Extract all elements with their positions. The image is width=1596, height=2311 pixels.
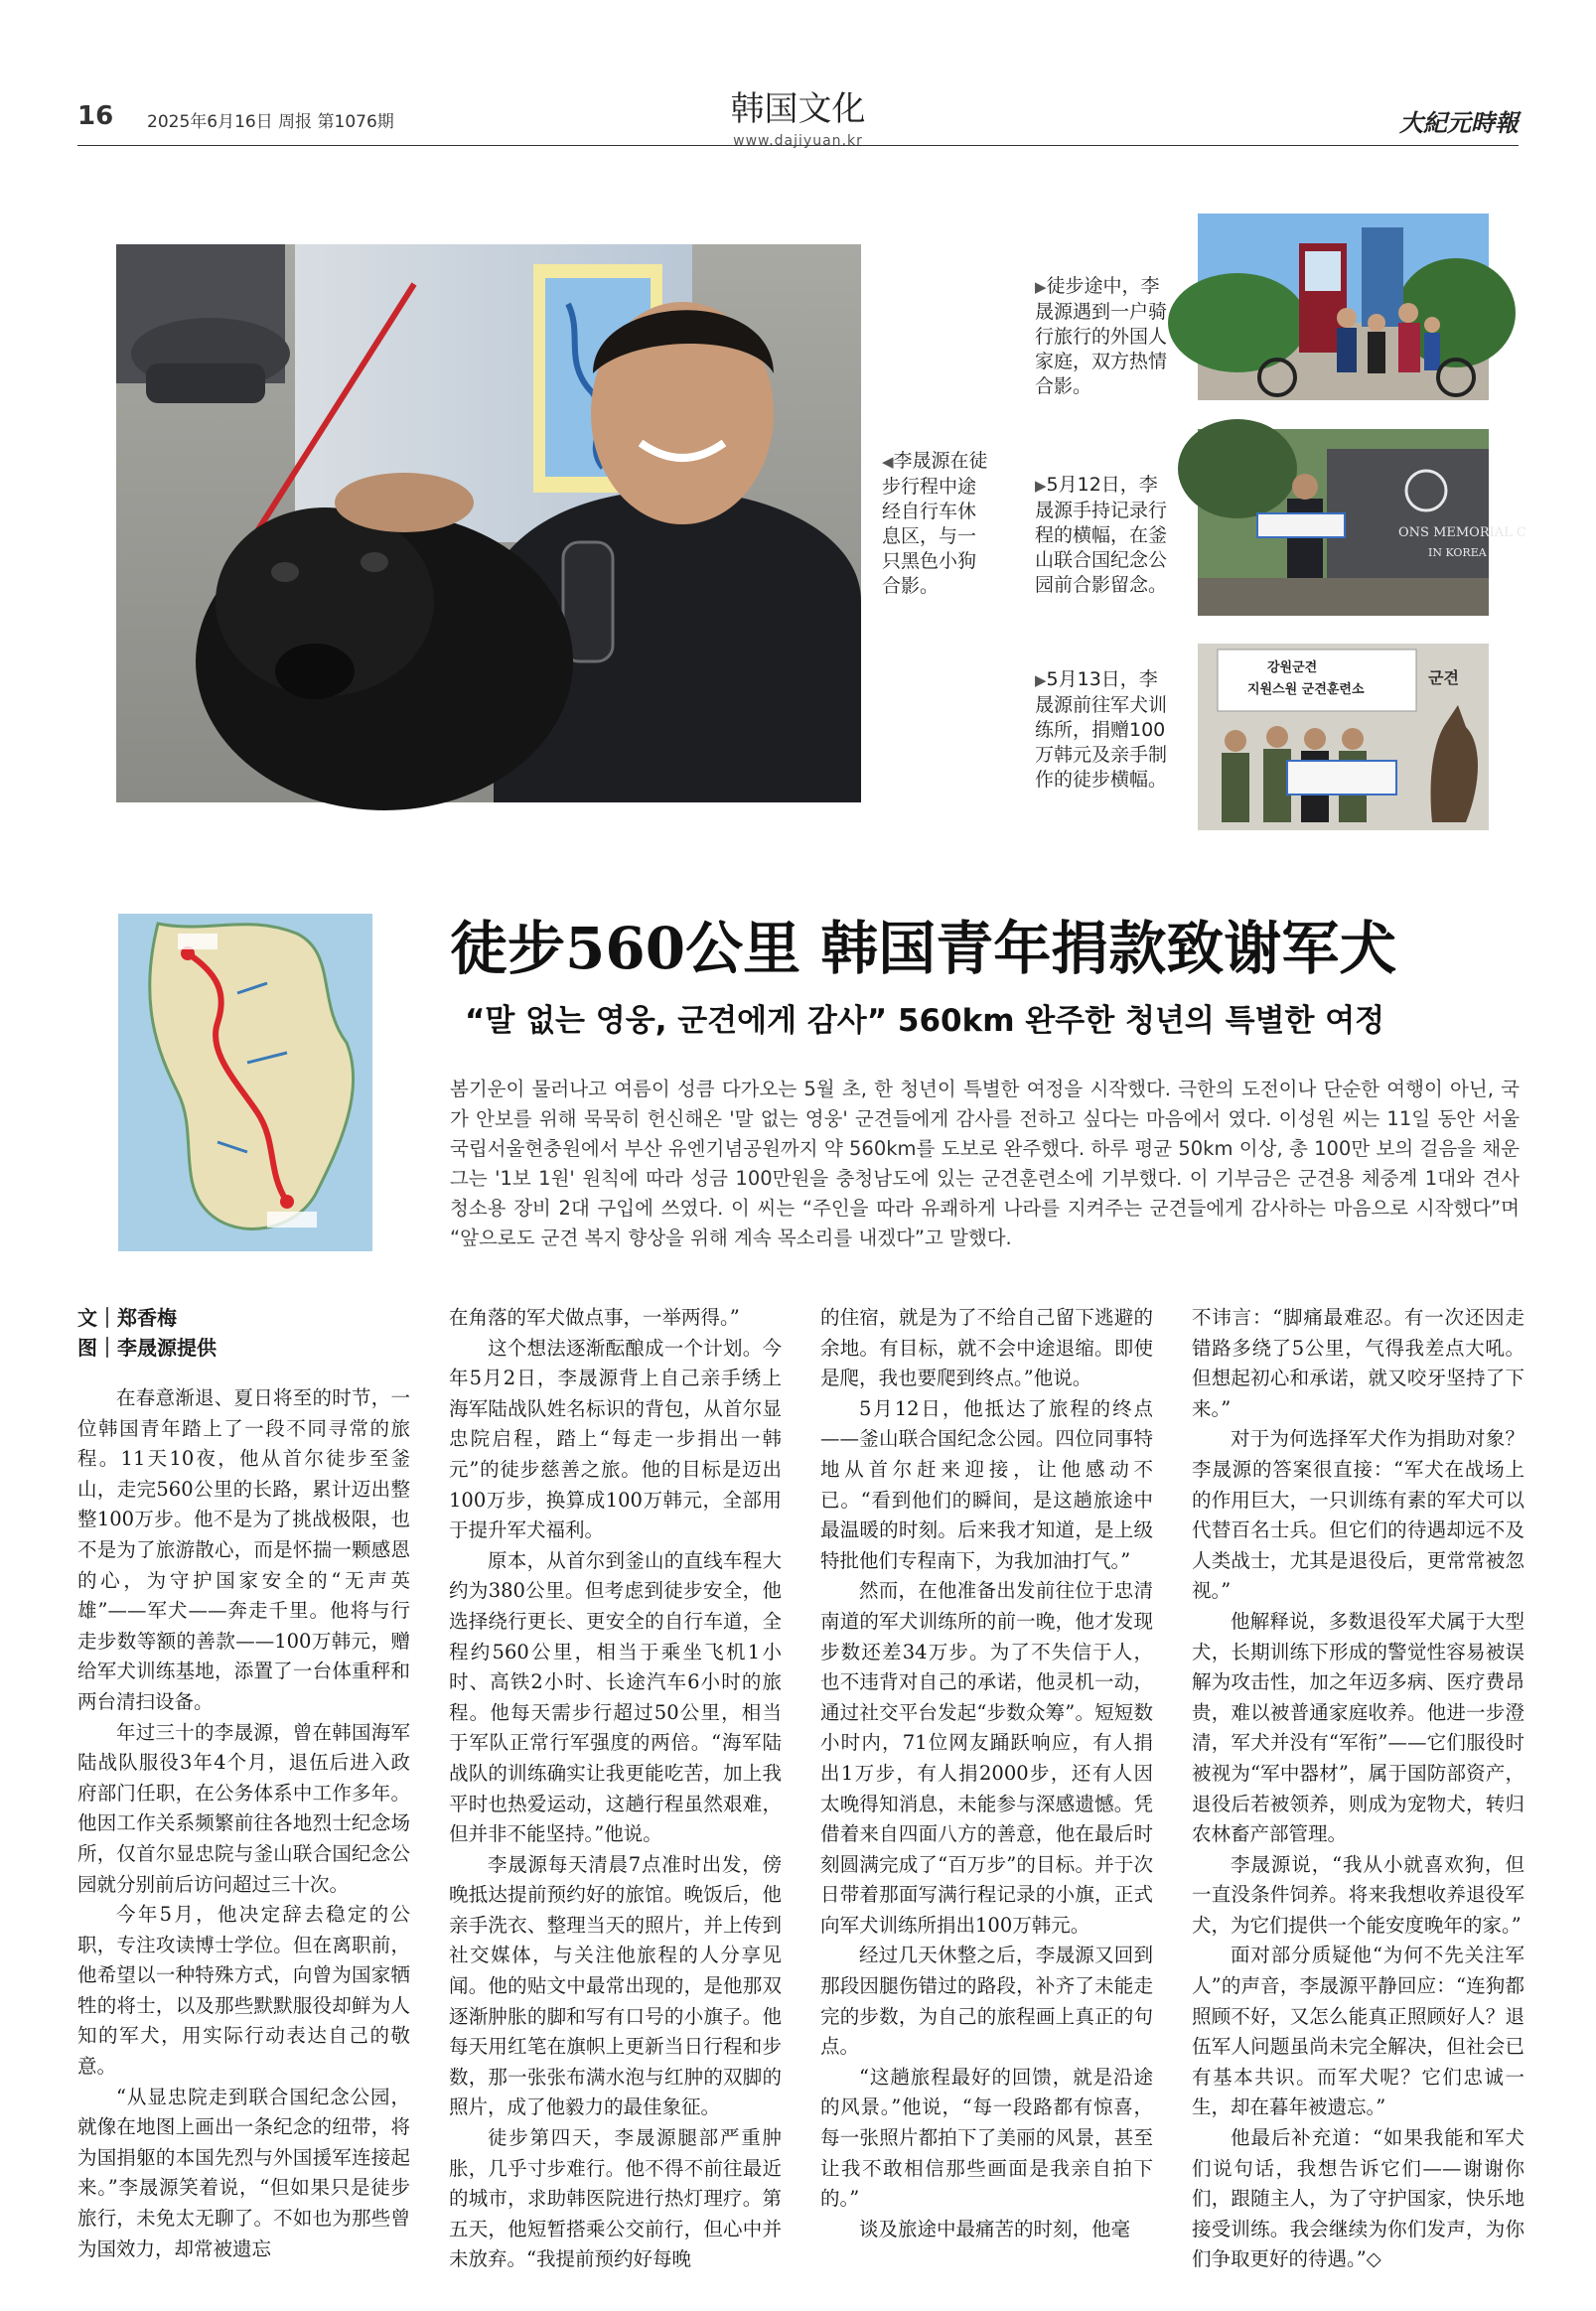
site-url[interactable]: www.dajiyuan.kr [733, 133, 863, 149]
main-photo [116, 244, 861, 802]
main-photo-caption: ◀李晟源在徒步行程中途经自行车休息区，与一只黑色小狗合影。 [882, 450, 988, 597]
paragraph: 经过几天休整之后，李晟源又回到那段因腿伤错过的路段，补齐了未能走完的步数，为自己的旅程画上真正的句点。 [820, 1944, 1153, 2059]
article-column-4 [1192, 1303, 1524, 2271]
page-number: 16 [77, 101, 114, 131]
paragraph: “这趟旅程最好的回馈，就是沿途的风景。”他说，“每一段路都有惊喜，每一张照片都拍下了美丽的风景，甚至让我不敢相信那些画面是我亲自拍下的。” [820, 2065, 1153, 2211]
section-title: 韩国文化 [730, 89, 866, 129]
issue-date: 2025年6月16日 周报 第1076期 [147, 112, 394, 132]
paragraph: 谈及旅途中最痛苦的时刻，他毫 [859, 2217, 1131, 2240]
byline [77, 1303, 217, 1363]
paragraph: 年过三十的李晟源，曾在韩国海军陆战队服役3年4个月，退伍后进入政府部门任职，在公务体系中工作多年。他因工作关系频繁前往各地烈士纪念场所，仅首尔显忠院与釜山联合国纪念公园就分别前后访问超过三十次。 [77, 1720, 410, 1896]
byline-photo-credit: 图｜李晟源提供 [77, 1336, 217, 1360]
paragraph: “从显忠院走到联合国纪念公园，就像在地图上画出一条纪念的纽带，将为国捐躯的本国先烈与外国援军连接起来。”李晟源笑着说，“但如果只是徒步旅行，未免太无聊了。不如也为那些曾为国效力，却常被遗忘 [77, 2085, 410, 2260]
newspaper-logo: 大紀元時報 [1399, 108, 1519, 137]
article-headline: 徒步560公里 韩国青年捐款致谢军犬 [450, 915, 1397, 982]
article-column-3 [820, 1303, 1153, 2257]
paragraph: 今年5月，他决定辞去稳定的公职，专注攻读博士学位。但在离职前，他希望以一种特殊方式，向曾为国家牺牲的将士，以及那些默默服役却鲜为人知的军犬，用实际行动表达自己的敬意。 [77, 1903, 410, 2079]
memorial-photo [1198, 429, 1526, 616]
paragraph: 他解释说，多数退役军犬属于大型犬，长期训练下形成的警觉性容易被误解为攻击性，加之年迈多病、医疗费昂贵，难以被普通家庭收养。他进一步澄清，军犬并没有“军衔”——它们服役时被视为“军中器材”，属于国防部资产，退役后若被领养，则成为宠物犬，转归农林畜产部管理。 [1192, 1609, 1524, 1846]
paragraph: 在角落的军犬做点事，一举两得。” [449, 1306, 740, 1329]
training-sign-text-2: 지원스원 군견훈련소 [1247, 682, 1365, 697]
paragraph: 李晟源每天清晨7点准时出发，傍晚抵达提前预约好的旅馆。晚饭后，他亲手洗衣、整理当天的照片，并上传到社交媒体，与关注他旅程的人分享见闻。他的贴文中最常出现的，是他那双逐渐肿胀的脚和写有口号的小旗子。他每天用红笔在旗帜上更新当日行程和步数，那一张张布满水泡与红肿的双脚的照片，成了他毅力的最佳象征。 [449, 1852, 782, 2119]
article-column-2 [449, 1303, 782, 2271]
article-column-1 [77, 1383, 410, 2260]
paragraph: 5月12日，他抵达了旅程的终点——釜山联合国纪念公园。四位同事特地从首尔赶来迎接，让他感动不已。“看到他们的瞬间，是这趟旅途中最温暖的时刻。后来我才知道，是上级特批他们专程南下，为我加油打气。” [820, 1396, 1153, 1572]
caption-pointer-icon: ▶ [1035, 278, 1047, 296]
article-lead-korean: 봄기운이 물러나고 여름이 성큼 다가오는 5월 초, 한 청년이 특별한 여정을 시작했다. 극한의 도전이나 단순한 여행이 아닌, 국가 안보를 위해 묵묵히 헌신해온 '말 없는 영웅' 군견들에게 감사를 전하고 싶다는 마음에서 였다. 이성원 씨는 11일 동안 서울 국립서울현충원에서 부산 유엔기념공원까지 약 560km를 도보로 완주했다. 하루 평균 50km 이상, 총 100만 보의 걸음을 채운 그는 '1보 1원' 원칙에 따라 성금 100만원을 충청남도에 있는 군견훈련소에 기부했다. 이 기부금은 군견용 체중계 1대와 견사 청소용 장비 2대 구입에 쓰였다. 이 씨는 “주인을 따라 유쾌하게 나라를 지켜주는 군견들에게 감사하는 마음으로 시작했다”며 “앞으로도 군견 복지 향상을 위해 계속 목소리를 내겠다”고 말했다. [450, 1078, 1520, 1249]
paragraph: 这个想法逐渐酝酿成一个计划。今年5月2日，李晟源背上自己亲手绣上海军陆战队姓名标识的背包，从首尔显忠院启程，踏上“每走一步捐出一韩元”的徒步慈善之旅。他的目标是迈出100万步，换算成100万韩元，全部用于提升军犬福利。 [449, 1336, 782, 1542]
paragraph: 对于为何选择军犬作为捐助对象？李晟源的答案很直接：“军犬在战场上的作用巨大，一只训练有素的军犬可以代替百名士兵。但它们的待遇却远不及人类战士，尤其是退役后，更常常被忽视。” [1192, 1427, 1524, 1603]
caption-pointer-icon: ▶ [1035, 477, 1047, 495]
byline-author: 文｜郑香梅 [77, 1306, 177, 1330]
header-divider [77, 145, 1519, 146]
paragraph: 他最后补充道：“如果我能和军犬们说句话，我想告诉它们——谢谢你们，跟随主人，为了守护国家，快乐地接受训练。我会继续为你们发声，为你们争取更好的待遇。”◇ [1192, 2126, 1524, 2271]
memorial-sign-text-2: IN KOREA [1428, 546, 1487, 559]
paragraph: 不讳言：“脚痛最难忍。有一次还因走错路多绕了5公里，气得我差点大吼。但想起初心和承诺，就又咬牙坚持了下来。” [1192, 1306, 1524, 1420]
may12-photo-caption: ▶5月12日，李晟源手持记录行程的横幅，在釜山联合国纪念公园前合影留念。 [1035, 474, 1168, 596]
paragraph: 的住宿，就是为了不给自己留下逃避的余地。有目标，就不会中途退缩。即使是爬，我也要爬到终点。”他说。 [820, 1306, 1153, 1390]
paragraph: 李晟源说，“我从小就喜欢狗，但一直没条件饲养。将来我想收养退役军犬，为它们提供一个能安度晚年的家。” [1192, 1852, 1524, 1937]
caption-pointer-icon: ◀ [882, 453, 894, 471]
family-photo-caption: ▶徒步途中，李晟源遇到一户骑行旅行的外国人家庭，双方热情合影。 [1035, 275, 1168, 397]
route-map-photo [118, 914, 372, 1251]
training-sign-text-1: 강원군견 [1267, 660, 1318, 675]
paragraph: 在春意渐退、夏日将至的时节，一位韩国青年踏上了一段不同寻常的旅程。11天10夜，他从首尔徒步至釜山，走完560公里的长路，累计迈出整整100万步。他不是为了挑战极限，也不是为了旅游散心，而是怀揣一颗感恩的心，为守护国家安全的“无声英雄”——军犬——奔走千里。他将与行走步数等额的善款——100万韩元，赠给军犬训练基地，添置了一台体重秤和两台清扫设备。 [77, 1386, 410, 1713]
memorial-sign-text: ONS MEMORIAL C [1398, 525, 1526, 540]
article-subheadline: “말 없는 영웅, 군견에게 감사” 560km 완주한 청년의 특별한 여정 [465, 1003, 1385, 1039]
family-photo [1198, 214, 1489, 400]
caption-pointer-icon: ▶ [1035, 671, 1047, 689]
training-center-photo [1198, 644, 1489, 830]
paragraph: 徒步第四天，李晟源腿部严重肿胀，几乎寸步难行。他不得不前往最近的城市，求助韩医院进行热灯理疗。第五天，他短暂搭乘公交前行，但心中并未放弃。“我提前预约好每晚 [449, 2126, 782, 2271]
paragraph: 原本，从首尔到釜山的直线车程大约为380公里。但考虑到徒步安全，他选择绕行更长、更安全的自行车道，全程约560公里，相当于乘坐飞机1小时、高铁2小时、长途汽车6小时的旅程。他每天需步行超过50公里，相当于军队正常行军强度的两倍。“海军陆战队的训练确实让我更能吃苦，加上我平时也热爱运动，这趟行程虽然艰难，但并非不能坚持。”他说。 [449, 1548, 782, 1846]
paragraph: 面对部分质疑他“为何不先关注军人”的声音，李晟源平静回应：“连狗都照顾不好，又怎么能真正照顾好人？退伍军人问题虽尚未完全解决，但社会已有基本共识。而军犬呢？它们忠诚一生，却在暮年被遗忘。” [1192, 1944, 1524, 2119]
paragraph: 然而，在他准备出发前往位于忠清南道的军犬训练所的前一晚，他才发现步数还差34万步。为了不失信于人，也不违背对自己的承诺，他灵机一动，通过社交平台发起“步数众筹”。短短数小时内，71位网友踊跃响应，有人捐出1万步，有人捐2000步，还有人因太晚得知消息，未能参与深感遗憾。凭借着来自四面八方的善意，他在最后时刻圆满完成了“百万步”的目标。并于次日带着那面写满行程记录的小旗，正式向军犬训练所捐出100万韩元。 [820, 1579, 1153, 1937]
may13-photo-caption: ▶5月13日，李晟源前往军犬训练所，捐赠100万韩元及亲手制作的徒步横幅。 [1035, 668, 1168, 791]
training-sign-text-3: 군견 [1428, 668, 1459, 687]
